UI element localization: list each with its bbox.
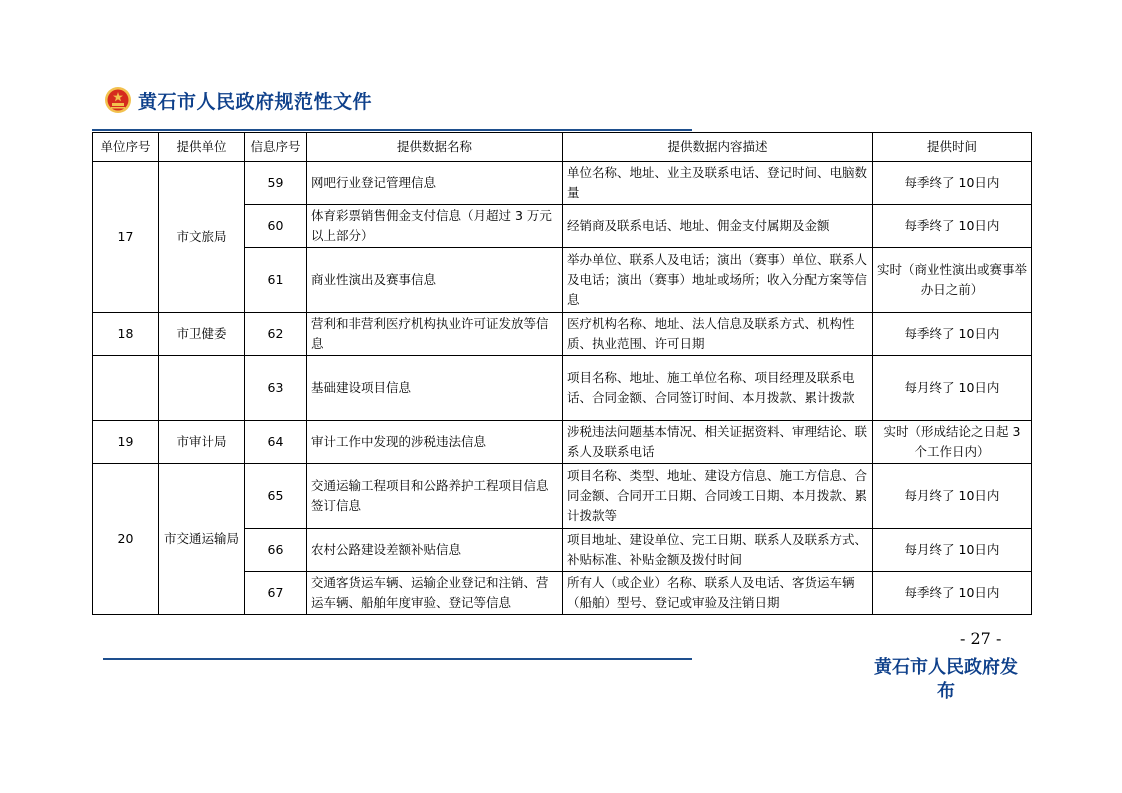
data-desc-cell: 所有人（或企业）名称、联系人及电话、客货运车辆（船舶）型号、登记或审验及注销日期 — [563, 572, 873, 615]
data-name-cell: 商业性演出及赛事信息 — [307, 248, 563, 313]
column-header-unit-no: 单位序号 — [93, 133, 159, 162]
data-desc-cell: 项目名称、类型、地址、建设方信息、施工方信息、合同金额、合同开工日期、合同竣工日期、本月拨款、累计拨款等 — [563, 464, 873, 529]
time-cell: 实时（形成结论之日起 3 个工作日内） — [873, 421, 1032, 464]
footer-publisher: 黄石市人民政府发布 — [874, 657, 1018, 702]
column-header-unit: 提供单位 — [159, 133, 245, 162]
national-emblem-icon — [104, 86, 132, 114]
data-desc-cell: 涉税违法问题基本情况、相关证据资料、审理结论、联系人及联系电话 — [563, 421, 873, 464]
unit-cell: 市卫健委 — [159, 313, 245, 356]
data-desc-cell: 举办单位、联系人及电话；演出（赛事）单位、联系人及电话；演出（赛事）地址或场所；收入分配方案等信息 — [563, 248, 873, 313]
document-header-title: 黄石市人民政府规范性文件 — [138, 90, 373, 113]
unit-no-cell: 18 — [93, 313, 159, 356]
document-header — [104, 86, 372, 114]
data-desc-cell: 经销商及联系电话、地址、佣金支付属期及金额 — [563, 205, 873, 248]
table-row — [93, 313, 1032, 356]
data-desc-cell: 医疗机构名称、地址、法人信息及联系方式、机构性质、执业范围、许可日期 — [563, 313, 873, 356]
table-row — [93, 356, 1032, 421]
data-name-cell: 审计工作中发现的涉税违法信息 — [307, 421, 563, 464]
header-divider — [92, 129, 692, 131]
unit-cell — [159, 356, 245, 421]
time-cell: 每月终了 10日内 — [873, 356, 1032, 421]
time-cell: 每季终了 10日内 — [873, 162, 1032, 205]
info-no-cell: 66 — [245, 529, 307, 572]
footer-divider — [103, 658, 692, 660]
unit-cell: 市交通运输局 — [159, 464, 245, 615]
data-table — [92, 132, 1032, 615]
info-no-cell: 65 — [245, 464, 307, 529]
info-no-cell: 64 — [245, 421, 307, 464]
time-cell: 每季终了 10日内 — [873, 313, 1032, 356]
time-cell: 每月终了 10日内 — [873, 464, 1032, 529]
unit-cell: 市文旅局 — [159, 162, 245, 313]
time-cell: 实时（商业性演出或赛事举办日之前） — [873, 248, 1032, 313]
data-name-cell: 营利和非营利医疗机构执业许可证发放等信息 — [307, 313, 563, 356]
info-no-cell: 67 — [245, 572, 307, 615]
info-no-cell: 59 — [245, 162, 307, 205]
table-row — [93, 421, 1032, 464]
unit-no-cell — [93, 356, 159, 421]
table-row — [93, 162, 1032, 205]
column-header-data-desc: 提供数据内容描述 — [563, 133, 873, 162]
column-header-time: 提供时间 — [873, 133, 1032, 162]
data-name-cell: 交通客货运车辆、运输企业登记和注销、营运车辆、船舶年度审验、登记等信息 — [307, 572, 563, 615]
data-name-cell: 交通运输工程项目和公路养护工程项目信息签订信息 — [307, 464, 563, 529]
data-name-cell: 基础建设项目信息 — [307, 356, 563, 421]
data-name-cell: 网吧行业登记管理信息 — [307, 162, 563, 205]
unit-no-cell: 17 — [93, 162, 159, 313]
data-name-cell: 农村公路建设差额补贴信息 — [307, 529, 563, 572]
table-row — [93, 464, 1032, 529]
column-header-data-name: 提供数据名称 — [307, 133, 563, 162]
info-no-cell: 61 — [245, 248, 307, 313]
table-header-row — [93, 133, 1032, 162]
info-no-cell: 63 — [245, 356, 307, 421]
data-desc-cell: 项目名称、地址、施工单位名称、项目经理及联系电话、合同金额、合同签订时间、本月拨款、累计拨款 — [563, 356, 873, 421]
unit-no-cell: 20 — [93, 464, 159, 615]
unit-cell: 市审计局 — [159, 421, 245, 464]
info-no-cell: 62 — [245, 313, 307, 356]
unit-no-cell: 19 — [93, 421, 159, 464]
time-cell: 每季终了 10日内 — [873, 205, 1032, 248]
data-name-cell: 体育彩票销售佣金支付信息（月超过 3 万元以上部分） — [307, 205, 563, 248]
page-number: - 27 - — [960, 629, 1002, 648]
column-header-info-no: 信息序号 — [245, 133, 307, 162]
time-cell: 每季终了 10日内 — [873, 572, 1032, 615]
data-desc-cell: 项目地址、建设单位、完工日期、联系人及联系方式、补贴标准、补贴金额及拨付时间 — [563, 529, 873, 572]
data-desc-cell: 单位名称、地址、业主及联系电话、登记时间、电脑数量 — [563, 162, 873, 205]
info-no-cell: 60 — [245, 205, 307, 248]
time-cell: 每月终了 10日内 — [873, 529, 1032, 572]
